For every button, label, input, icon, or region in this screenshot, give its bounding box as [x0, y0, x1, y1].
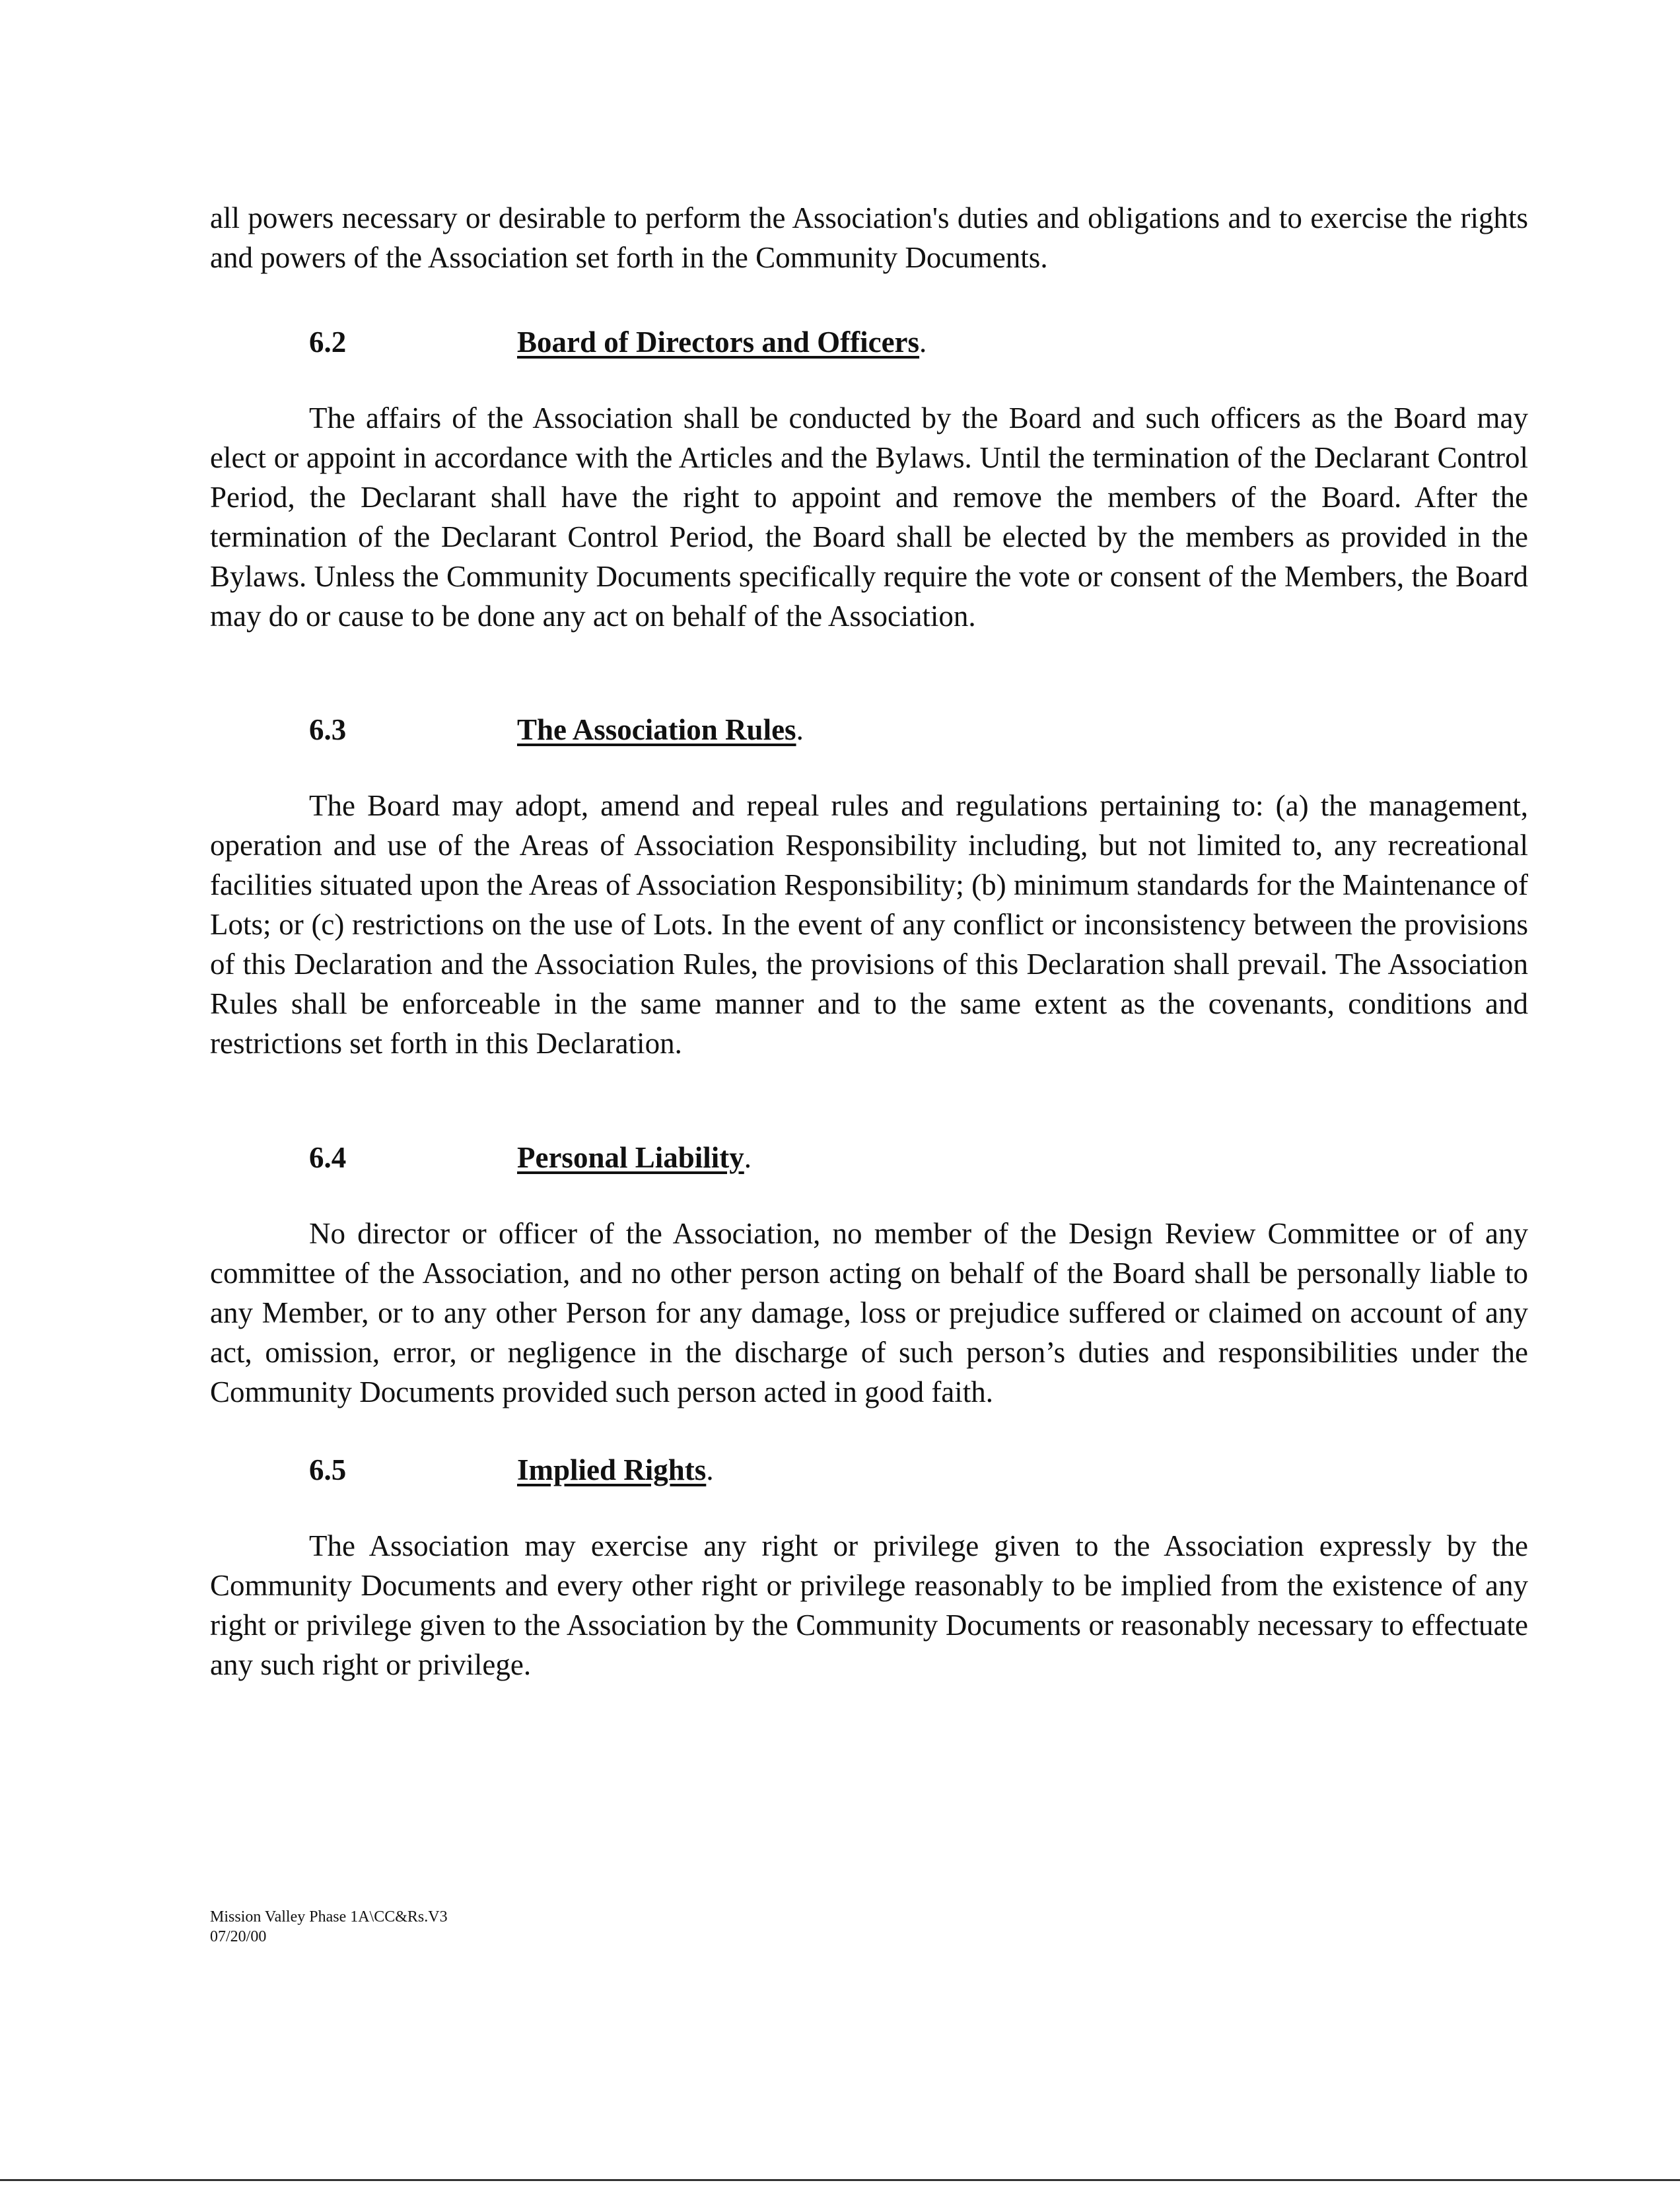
section-number: 6.5	[309, 1453, 347, 1486]
section-title-period: .	[796, 713, 804, 746]
section-body-6-2: The affairs of the Association shall be conducted by the Board and such officers as the Board may elect or appoint in accordance with the Articles and the Bylaws. Until the termination of the Declarant Control Period, the Declarant shall have the right to appoint and remove the members of the Board. After the termination of the Declarant Control Period, the Board shall be elected by the members as provided in the Bylaws. Unless the Community Documents specifically require the vote or consent of the Members, the Board may do or cause to be done any act on behalf of the Association.	[210, 401, 1528, 633]
page-footer	[210, 1907, 448, 1947]
section-heading-6-3	[309, 710, 804, 749]
section-heading-6-2	[309, 322, 927, 362]
section-body-6-4: No director or officer of the Association, no member of the Design Review Committee or of any committee of the Association, and no other person acting on behalf of the Board shall be personally liable to any Member, or to any other Person for any damage, loss or prejudice suffered or claimed on account of any act, omission, error, or negligence in the discharge of such person’s duties and responsibilities under the Community Documents provided such person acted in good faith.	[210, 1217, 1528, 1408]
section-body-6-5: The Association may exercise any right or privilege given to the Association expressly by the Community Documents and every other right or privilege reasonably to be implied from the existence of any right or privilege given to the Association by the Community Documents or reasonably necessary to effectuate any such right or privilege.	[210, 1529, 1528, 1681]
section-heading-6-5	[309, 1450, 714, 1490]
section-title: The Association Rules	[517, 713, 796, 746]
section-title: Personal Liability	[517, 1141, 744, 1174]
footer-document-ref: Mission Valley Phase 1A\CC&Rs.V3	[210, 1908, 448, 1926]
section-title: Implied Rights	[517, 1453, 707, 1486]
section-title-period: .	[706, 1453, 714, 1486]
footer-date: 07/20/00	[210, 1928, 267, 1945]
section-heading-6-4	[309, 1138, 752, 1177]
opening-paragraph: all powers necessary or desirable to perform the Association's duties and obligations and to exercise the rights and powers of the Association set forth in the Community Documents.	[210, 201, 1528, 274]
section-title-period: .	[919, 326, 927, 359]
section-number: 6.4	[309, 1141, 347, 1174]
section-body-6-3: The Board may adopt, amend and repeal rules and regulations pertaining to: (a) the management, operation and use of the Areas of Association Responsibility including, but not limited to, any recreational facilities situated upon the Areas of Association Responsibility; (b) minimum standards for the Maintenance of Lots; or (c) restrictions on the use of Lots. In the event of any conflict or inconsistency between the provisions of this Declaration and the Association Rules, the provisions of this Declaration shall prevail. The Association Rules shall be enforceable in the same manner and to the same extent as the covenants, conditions and restrictions set forth in this Declaration.	[210, 789, 1528, 1060]
section-title-period: .	[744, 1141, 752, 1174]
section-number: 6.3	[309, 713, 347, 746]
page-bottom-edge-line	[0, 2179, 1680, 2181]
section-number: 6.2	[309, 326, 347, 359]
section-title: Board of Directors and Officers	[517, 326, 920, 359]
